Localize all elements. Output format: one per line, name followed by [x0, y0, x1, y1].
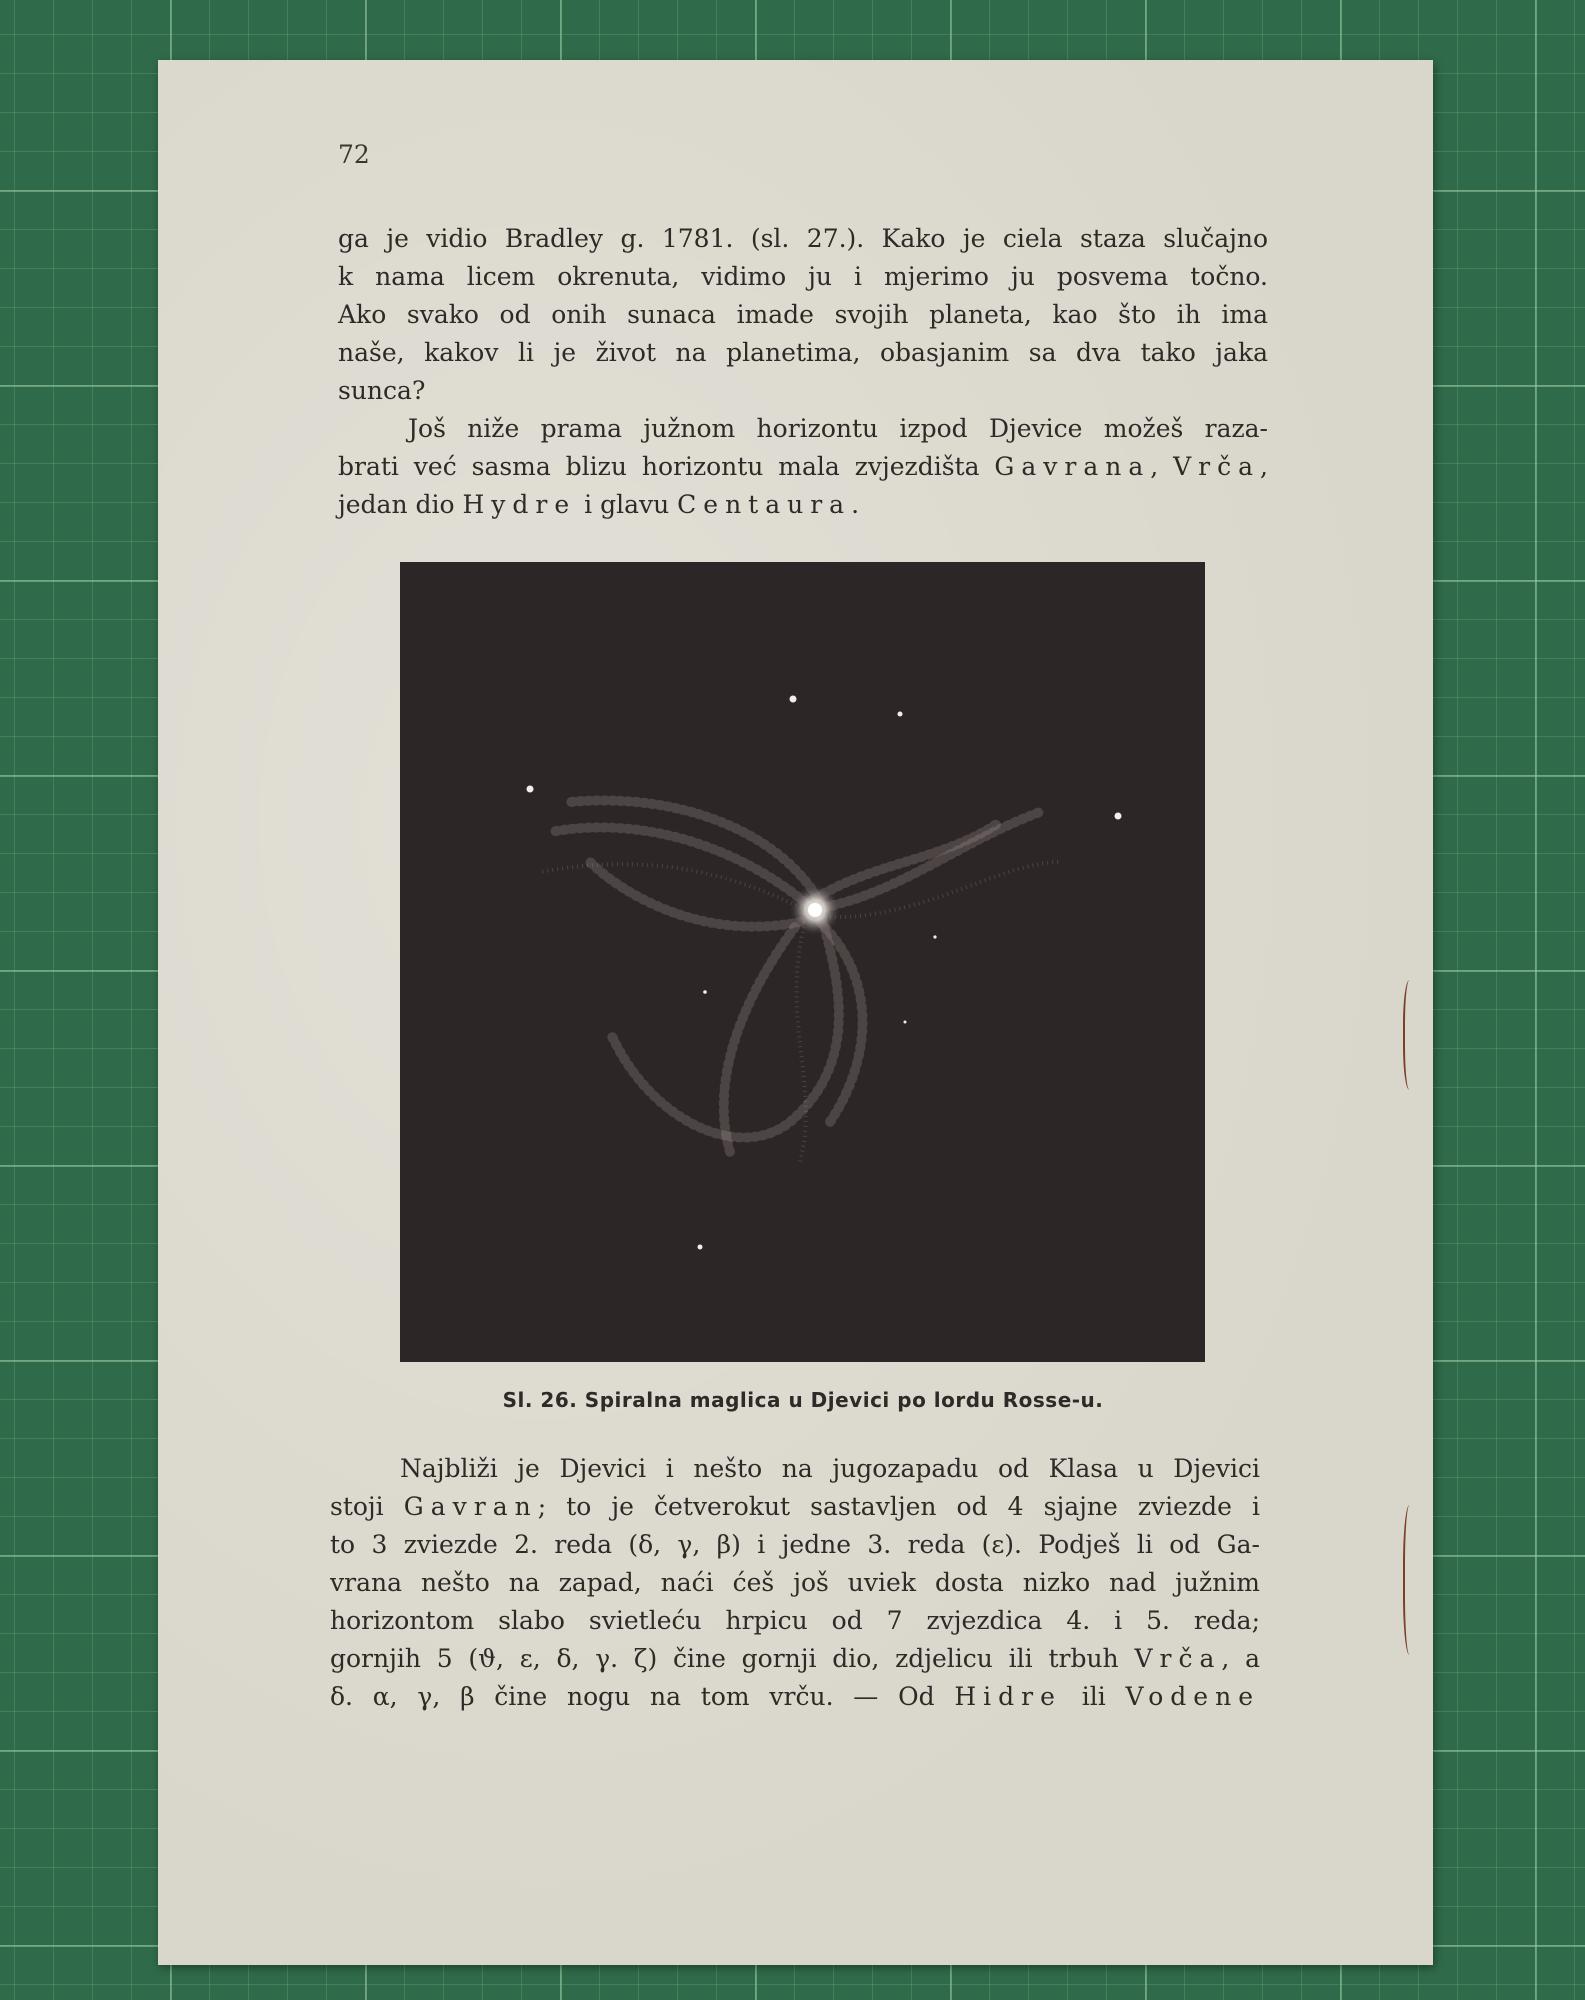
text-line: horizontom slabo svietleću hrpicu od 7 zvjezdica 4. i 5. reda; [330, 1606, 1260, 1635]
spaced-name-hidre: Hidre [954, 1682, 1062, 1711]
text-line [330, 1640, 1260, 1678]
page-edge-tear [1403, 1505, 1419, 1655]
spaced-name-gavrana: Gavrana [994, 452, 1151, 481]
page-number: 72 [338, 140, 370, 169]
text-line: Još niže prama južnom horizontu izpod Djevice možeš raza- [408, 414, 1268, 443]
text-line [338, 486, 1268, 524]
text-fragment: , [1260, 452, 1268, 481]
text-fragment: i glavu [576, 490, 678, 519]
figure-caption: Sl. 26. Spiralna maglica u Djevici po lordu Rosse-u. [502, 1388, 1104, 1412]
text-fragment: brati već sasma blizu horizontu mala zvjezdišta [338, 452, 995, 481]
spaced-name-hydre: Hydre [462, 490, 577, 519]
text-fragment: δ. α, γ, β čine nogu na tom vrču. — Od [330, 1682, 955, 1711]
text-line: Najbliži je Djevici i nešto na jugozapadu od Klasa u Djevici [400, 1454, 1260, 1483]
text-fragment: , a [1221, 1644, 1260, 1673]
text-line [330, 1678, 1260, 1716]
page-edge-tear [1403, 980, 1419, 1090]
text-fragment: , [1150, 452, 1174, 481]
book-page [158, 60, 1433, 1965]
text-line: to 3 zviezde 2. reda (δ, γ, β) i jedne 3. reda (ε). Podješ li od Ga- [330, 1530, 1260, 1559]
text-line [330, 1488, 1260, 1526]
text-line [338, 448, 1268, 486]
text-fragment: . [851, 490, 860, 519]
text-line: sunca? [338, 376, 426, 405]
spaced-name-vrca: Vrča [1173, 452, 1261, 481]
text-fragment: ili [1061, 1682, 1126, 1711]
text-fragment: stoji [330, 1492, 404, 1521]
text-fragment: gornjih 5 (ϑ, ε, δ, γ. ζ) čine gornji dio, zdjelicu ili trbuh [330, 1644, 1135, 1673]
text-line: Ako svako od onih sunaca imade svojih planeta, kao što ih ima [338, 300, 1268, 329]
text-line: naše, kakov li je život na planetima, obasjanim sa dva tako jaka [338, 338, 1268, 367]
spaced-name-vodene: Vodene [1125, 1682, 1260, 1711]
paragraph-bottom [330, 1450, 1260, 1716]
spaced-name-vrca: Vrča [1134, 1644, 1222, 1673]
text-fragment: jedan dio [338, 490, 463, 519]
text-line: k nama licem okrenuta, vidimo ju i mjerimo ju posvema točno. [338, 262, 1268, 291]
paragraph-top [338, 220, 1268, 524]
text-line: vrana nešto na zapad, naći ćeš još uviek dosta nizko nad južnim [330, 1568, 1260, 1597]
text-fragment: ; to je četverokut sastavljen od 4 sjajne zviezde i [537, 1492, 1261, 1521]
spiral-nebula-image [400, 562, 1205, 1362]
text-line: ga je vidio Bradley g. 1781. (sl. 27.). Kako je ciela staza slučajno [338, 224, 1268, 253]
spaced-name-centaura: Centaura [677, 490, 852, 519]
spaced-name-gavran: Gavran [403, 1492, 538, 1521]
nebula-illustration [400, 562, 1205, 1362]
